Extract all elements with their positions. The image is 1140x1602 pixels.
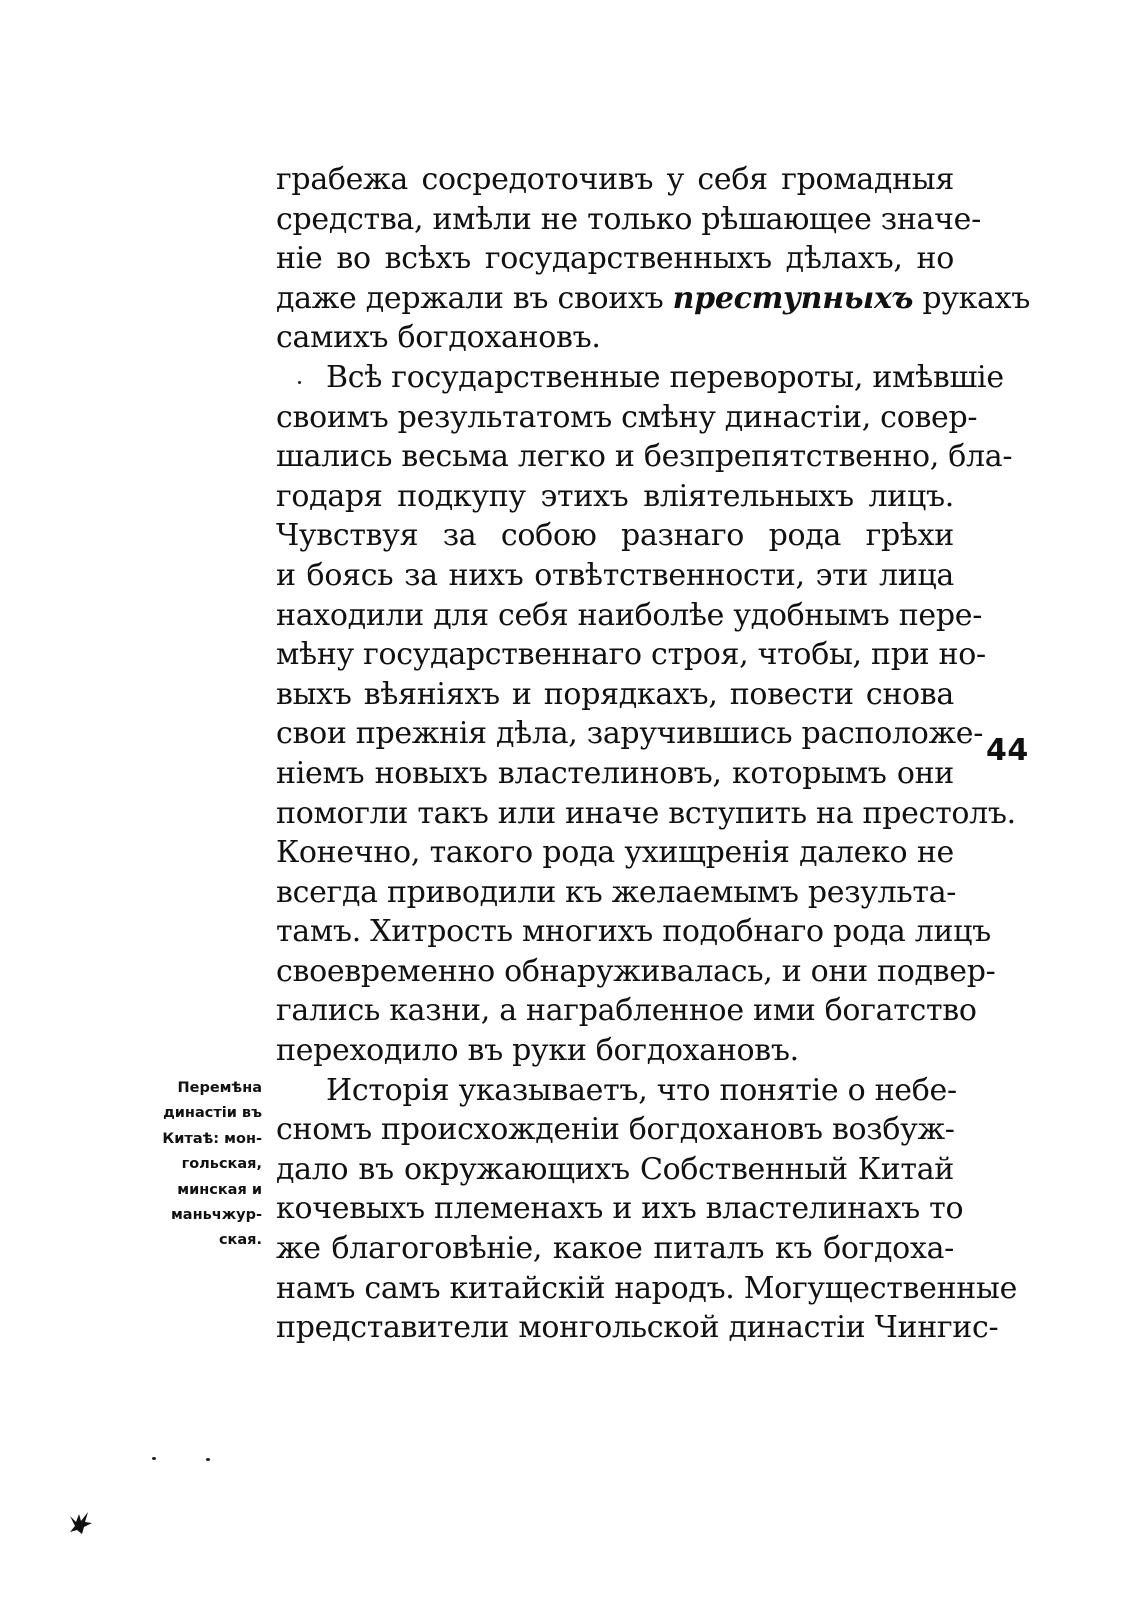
margin-note-line: Китаѣ: мон- <box>162 1130 262 1147</box>
text-line: средства, имѣли не только рѣшающее значе- <box>276 201 981 237</box>
text-line: Чувствуя за собою разнаго рода грѣхи <box>276 518 954 554</box>
italic-emphasis: преступныхъ <box>672 280 914 316</box>
text-line: представители монгольской династіи Чингис- <box>276 1310 999 1346</box>
text-line: помогли такъ или иначе вступить на престолъ. <box>276 795 1016 831</box>
margin-note-line: ская. <box>218 1232 262 1249</box>
text-line: Исторія указываетъ, что понятіе о небе- <box>326 1072 957 1108</box>
text-line: свои прежнія дѣла, заручившись расположе- <box>276 716 984 752</box>
text-line: кочевыхъ племенахъ и ихъ властелинахъ то <box>276 1191 964 1227</box>
text-line: самихъ богдохановъ. <box>276 320 601 356</box>
text-line: переходило въ руки богдохановъ. <box>276 1033 799 1069</box>
text-run: даже держали въ своихъ <box>276 280 673 316</box>
paragraph <box>276 160 1031 358</box>
text-line: своимъ результатомъ смѣну династіи, совер- <box>276 399 978 435</box>
text-line: мѣну государственнаго строя, чтобы, при но- <box>276 637 986 673</box>
text-line: годаря подкупу этихъ вліятельныхъ лицъ. <box>276 478 954 514</box>
text-line: находили для себя наиболѣе удобнымъ пере- <box>276 597 983 633</box>
text-line: намъ самъ китайскій народъ. Могущественные <box>276 1270 1018 1306</box>
text-line: же благоговѣніе, какое питалъ къ богдоха- <box>276 1231 954 1267</box>
paragraph <box>276 1071 1018 1348</box>
text-line: Конечно, такого рода ухищренія далеко не <box>276 835 954 871</box>
text-line: выхъ вѣяніяхъ и порядкахъ, повести снова <box>276 676 954 712</box>
text-line: сномъ происхожденіи богдохановъ возбуж- <box>276 1112 955 1148</box>
text-line: тамъ. Хитрость многихъ подобнаго рода лицъ <box>276 914 991 950</box>
text-line: шались весьма легко и безпрепятственно, бла- <box>276 439 1013 475</box>
text-line: гались казни, а награбленное ими богатство <box>276 993 977 1029</box>
margin-note-line: гольская, <box>181 1156 262 1173</box>
text-line: дало въ окружающихъ Собственный Китай <box>276 1151 954 1187</box>
ink-blot-icon <box>66 1508 96 1538</box>
margin-note-line: маньчжур- <box>170 1207 262 1224</box>
margin-note-line: Перемѣна <box>177 1080 262 1096</box>
text-line: своевременно обнаруживалась, и они подвер- <box>276 953 996 989</box>
scan-speck <box>298 381 301 384</box>
text-line: ніе во всѣхъ государственныхъ дѣлахъ, но <box>276 241 954 277</box>
text-line: ніемъ новыхъ властелиновъ, которымъ они <box>276 755 954 791</box>
text-line: Всѣ государственные перевороты, имѣвшіе <box>326 359 1004 395</box>
margin-note <box>142 1076 262 1254</box>
margin-note-line: династіи въ <box>163 1105 262 1122</box>
text-line: всегда приводили къ желаемымъ результа- <box>276 874 957 910</box>
text-line <box>276 279 1031 319</box>
page-number: 44 <box>986 733 1029 768</box>
text-line: и боясь за нихъ отвѣтственности, эти лица <box>276 557 954 593</box>
text-line: грабежа сосредоточивъ у себя громадныя <box>276 162 954 197</box>
scan-speck <box>152 1457 156 1460</box>
text-run: рукахъ <box>913 280 1031 316</box>
margin-note-line: минская и <box>177 1181 262 1198</box>
scan-speck <box>206 1458 210 1461</box>
